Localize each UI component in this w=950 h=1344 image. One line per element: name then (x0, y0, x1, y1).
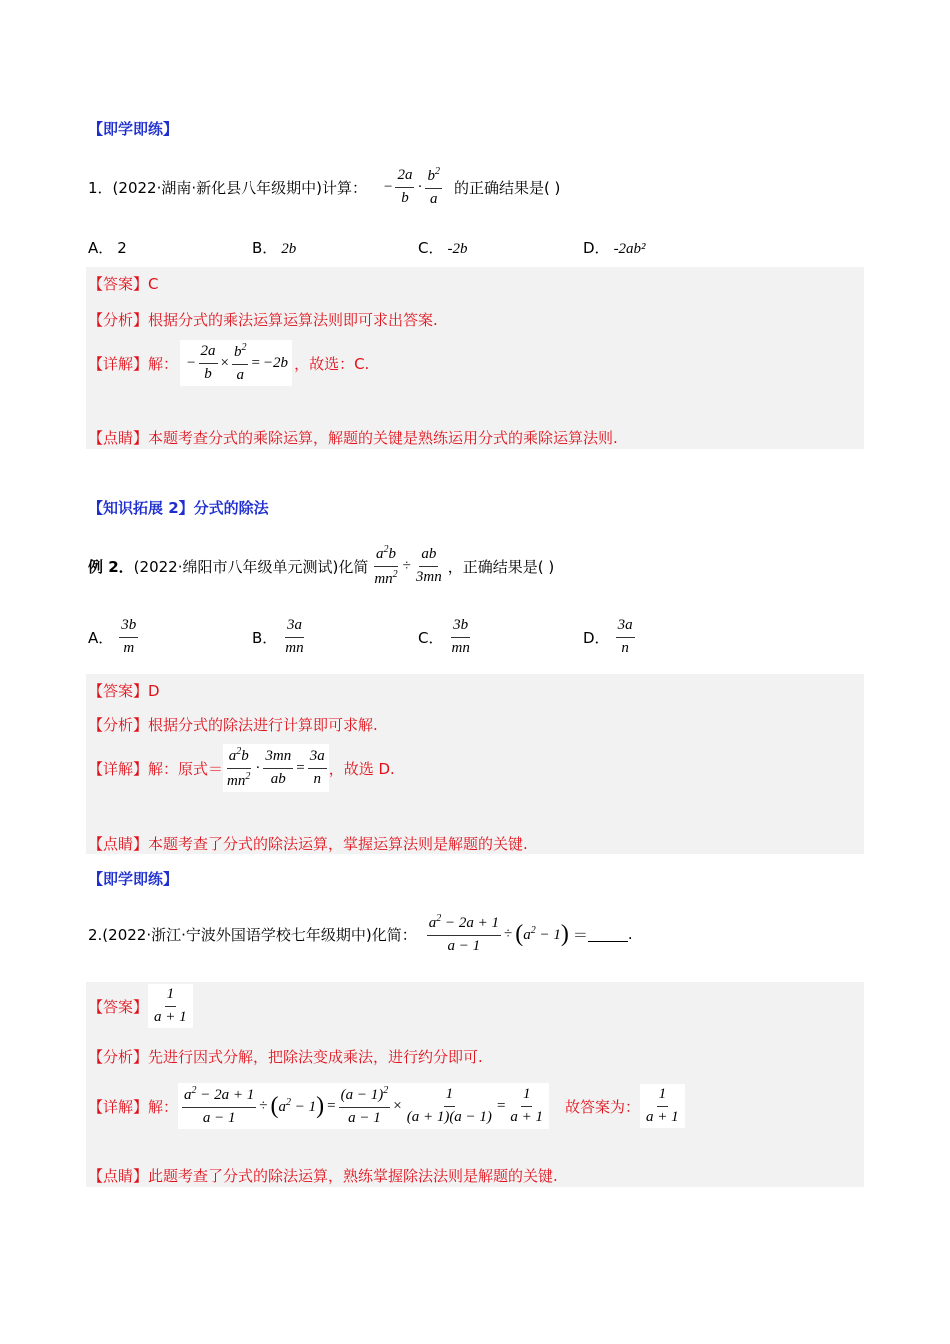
analysis-line: 【分析】根据分式的乘法运算运算法则即可求出答案. (88, 311, 438, 329)
ex2-option-b[interactable]: B． $\frac{3a}{mn}$ (252, 617, 304, 656)
detail-expression: − $\frac{2a}{b}$ × $\frac{b^2}{a}$ = −2b (180, 340, 292, 386)
question-1-expression: − $\frac{2a}{b}$ · $\frac{b^2}{a}$ (377, 164, 446, 210)
answer-blank[interactable] (588, 927, 628, 942)
ex2-option-d[interactable]: D． $\frac{3a}{n}$ (583, 617, 633, 656)
question-2: 2.(2022·浙江·宁波外国语学校七年级期中)化简： $\frac{a^2 - 2a + 1}{a - 1}$ ÷ ( $a^2 - 1$ ) ＝ . (88, 898, 633, 970)
ex2-option-a[interactable]: A． $\frac{3b}{m}$ (88, 617, 137, 656)
analysis-line: 【分析】先进行因式分解，把除法变成乘法，进行约分即可. (88, 1048, 483, 1066)
solution-box-2 (86, 674, 864, 854)
q1-option-b[interactable]: B． 2b (252, 239, 297, 257)
comment-line: 【点睛】本题考查分式的乘除运算，解题的关键是熟练运用分式的乘除运算法则. (88, 429, 618, 447)
q1-option-d[interactable]: D． -2ab² (583, 239, 646, 257)
answer-expression: $\frac{1}{a + 1}$ (148, 984, 193, 1028)
comment-line: 【点睛】本题考查了分式的除法运算，掌握运算法则是解题的关键. (88, 835, 528, 853)
section-heading-practice-1: 【即学即练】 (88, 120, 179, 138)
solution-box-3 (86, 982, 864, 1187)
ex2-option-c[interactable]: C． $\frac{3b}{mn}$ (418, 617, 470, 656)
detail-expression: $\frac{a^2b}{mn^2}$ · $\frac{3mn}{ab}$ = $\frac{3a}{n}$ (223, 744, 329, 792)
question-1 (88, 152, 560, 222)
answer-line: 【答案】 $\frac{1}{a + 1}$ (88, 984, 193, 1028)
question-1-suffix: 的正确结果是( ) (453, 178, 561, 197)
section-heading-practice-2: 【即学即练】 (88, 870, 179, 888)
q1-option-c[interactable]: C． -2b (418, 239, 468, 257)
comment-line: 【点睛】此题考查了分式的除法运算，熟练掌握除法法则是解题的关键. (88, 1167, 558, 1185)
detail-expression: $\frac{a^2 - 2a + 1}{a - 1}$ ÷ ( $a^2 - 1$ ) = $\frac{(a - 1)^2}{a - 1}$ × $\frac{1}{(a + 1)(a - 1)}$ = $\frac{1}{a + 1}$ (178, 1083, 549, 1129)
analysis-line: 【分析】根据分式的除法进行计算即可求解. (88, 716, 378, 734)
solution-box-1 (86, 267, 864, 449)
final-answer-expression: $\frac{1}{a + 1}$ (640, 1084, 685, 1128)
section-heading-knowledge-2: 【知识拓展 2】分式的除法 (88, 499, 269, 517)
detail-line: 【详解】 解： − $\frac{2a}{b}$ × $\frac{b^2}{a}$ = −2b ，故选：C. (88, 339, 369, 387)
example-2: 例 2． (2022·绵阳市八年级单元测试)化简 $\frac{a^2b}{mn^2}$ ÷ $\frac{ab}{3mn}$ ，正确结果是( ) (88, 530, 554, 602)
q1-option-a[interactable]: A． 2 (88, 239, 127, 257)
question-1-prefix: 1．(2022·湖南·新化县八年级期中)计算： (88, 178, 367, 197)
answer-line: 【答案】C (88, 275, 159, 293)
answer-line: 【答案】D (88, 682, 160, 700)
detail-line: 【详解】 解：原式＝ $\frac{a^2b}{mn^2}$ · $\frac{3mn}{ab}$ = $\frac{3a}{n}$ ，故选 D. (88, 744, 395, 792)
detail-line: 【详解】 解： $\frac{a^2 - 2a + 1}{a - 1}$ ÷ ( $a^2 - 1$ ) = $\frac{(a - 1)^2}{a - 1}$ × $\frac{1}{(a + 1)(a - 1)}$ = $\frac{1}{a + 1}$ 故答案为： $\frac{1}{a + 1}$ (88, 1078, 685, 1134)
question-2-expression: $\frac{a^2 - 2a + 1}{a - 1}$ ÷ ( $a^2 - 1$ ) (423, 911, 573, 957)
example-2-expression: $\frac{a^2b}{mn^2}$ ÷ $\frac{ab}{3mn}$ (368, 542, 447, 590)
